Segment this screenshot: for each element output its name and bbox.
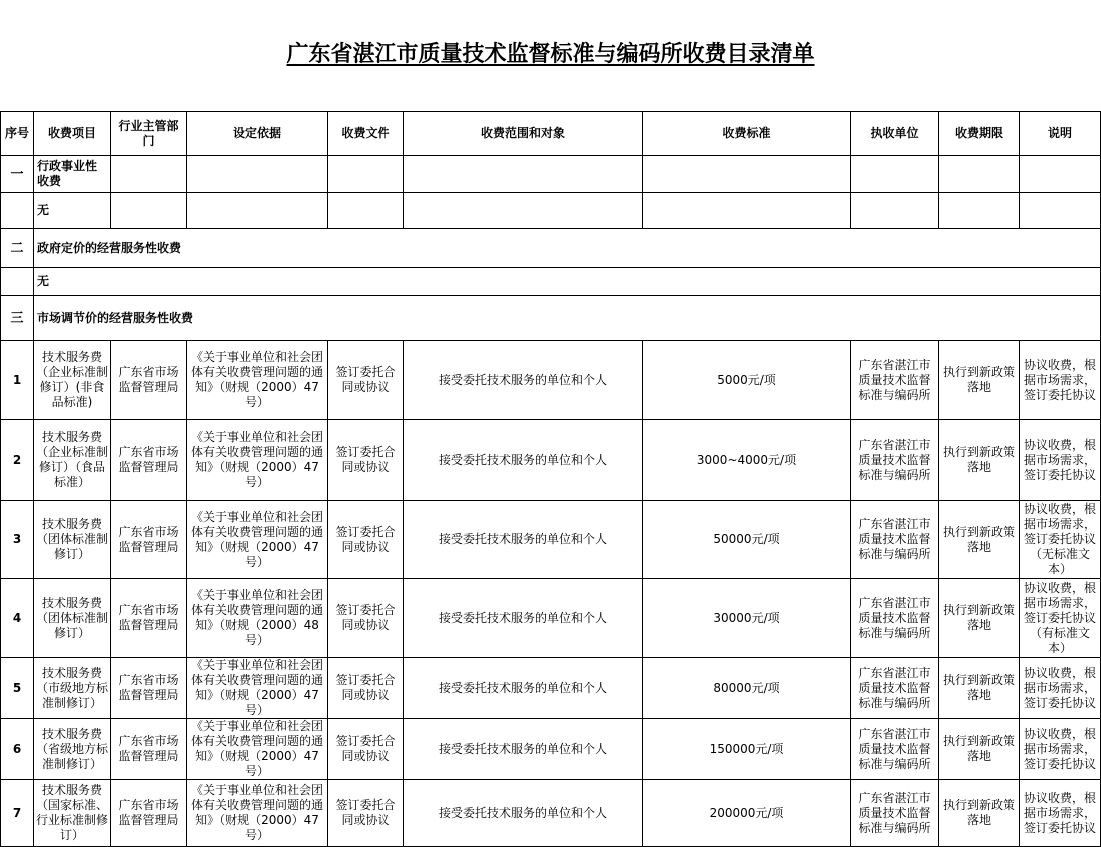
fee-item: 技术服务费（团体标准制修订） <box>34 579 111 658</box>
scope: 接受委托技术服务的单位和个人 <box>404 501 643 579</box>
fee-document: 签订委托合同或协议 <box>328 658 404 719</box>
scope: 接受委托技术服务的单位和个人 <box>404 719 643 780</box>
note: 协议收费，根据市场需求，签订委托协议 <box>1020 719 1101 780</box>
fee-item: 技术服务费（国家标准、行业标准制修订） <box>34 780 111 847</box>
fee-standard: 3000~4000元/项 <box>643 420 851 501</box>
section-number: 二 <box>1 229 34 268</box>
basis: 《关于事业单位和社会团体有关收费管理问题的通知》（财规（2000）47号） <box>187 719 328 780</box>
basis: 《关于事业单位和社会团体有关收费管理问题的通知》（财规（2000）47号） <box>187 501 328 579</box>
header-scope: 收费范围和对象 <box>404 112 643 156</box>
fee-term: 执行到新政策落地 <box>939 658 1020 719</box>
scope: 接受委托技术服务的单位和个人 <box>404 579 643 658</box>
section-row <box>1 156 1101 193</box>
row-number: 4 <box>1 579 34 658</box>
fee-item: 技术服务费（企业标准制修订）(非食品标准) <box>34 341 111 420</box>
fee-item: 技术服务费（省级地方标准制修订） <box>34 719 111 780</box>
collecting-unit: 广东省湛江市质量技术监督标准与编码所 <box>851 420 939 501</box>
section-empty-row <box>1 268 1101 296</box>
header-dept: 行业主管部门 <box>111 112 187 156</box>
fee-standard: 150000元/项 <box>643 719 851 780</box>
basis: 《关于事业单位和社会团体有关收费管理问题的通知》（财规（2000）48号） <box>187 579 328 658</box>
department: 广东省市场监督管理局 <box>111 780 187 847</box>
empty-cell <box>111 156 187 193</box>
collecting-unit: 广东省湛江市质量技术监督标准与编码所 <box>851 341 939 420</box>
empty-cell <box>1 193 34 229</box>
header-term: 收费期限 <box>939 112 1020 156</box>
basis: 《关于事业单位和社会团体有关收费管理问题的通知》（财规（2000）47号） <box>187 780 328 847</box>
document-title: 广东省湛江市质量技术监督标准与编码所收费目录清单 <box>286 41 815 67</box>
empty-cell <box>1020 156 1101 193</box>
section-row <box>1 296 1101 341</box>
header-note: 说明 <box>1020 112 1101 156</box>
header-item: 收费项目 <box>34 112 111 156</box>
basis: 《关于事业单位和社会团体有关收费管理问题的通知》（财规（2000）47号） <box>187 420 328 501</box>
collecting-unit: 广东省湛江市质量技术监督标准与编码所 <box>851 658 939 719</box>
department: 广东省市场监督管理局 <box>111 501 187 579</box>
row-number: 7 <box>1 780 34 847</box>
scope: 接受委托技术服务的单位和个人 <box>404 341 643 420</box>
fee-document: 签订委托合同或协议 <box>328 780 404 847</box>
section-title: 政府定价的经营服务性收费 <box>34 229 1101 268</box>
fee-document: 签订委托合同或协议 <box>328 579 404 658</box>
fee-term: 执行到新政策落地 <box>939 501 1020 579</box>
empty-cell <box>328 156 404 193</box>
fee-standard: 30000元/项 <box>643 579 851 658</box>
fee-item: 技术服务费（企业标准制修订）（食品标准） <box>34 420 111 501</box>
header-unit: 执收单位 <box>851 112 939 156</box>
row-number: 6 <box>1 719 34 780</box>
empty-cell <box>111 193 187 229</box>
department: 广东省市场监督管理局 <box>111 719 187 780</box>
row-number: 1 <box>1 341 34 420</box>
section-empty-text: 无 <box>34 268 1101 296</box>
fee-standard: 5000元/项 <box>643 341 851 420</box>
fee-term: 执行到新政策落地 <box>939 719 1020 780</box>
fee-document: 签订委托合同或协议 <box>328 420 404 501</box>
fee-term: 执行到新政策落地 <box>939 420 1020 501</box>
fee-table <box>0 111 1101 847</box>
fee-term: 执行到新政策落地 <box>939 579 1020 658</box>
empty-cell <box>404 156 643 193</box>
fee-standard: 200000元/项 <box>643 780 851 847</box>
empty-cell <box>404 193 643 229</box>
empty-cell <box>187 193 328 229</box>
table-row <box>1 579 1101 658</box>
section-title: 市场调节价的经营服务性收费 <box>34 296 1101 341</box>
scope: 接受委托技术服务的单位和个人 <box>404 658 643 719</box>
basis: 《关于事业单位和社会团体有关收费管理问题的通知》（财规（2000）47号） <box>187 658 328 719</box>
table-row <box>1 719 1101 780</box>
empty-cell <box>328 193 404 229</box>
note: 协议收费，根据市场需求，签订委托协议 <box>1020 658 1101 719</box>
section-number: 三 <box>1 296 34 341</box>
table-row <box>1 501 1101 579</box>
note: 协议收费，根据市场需求，签订委托协议 <box>1020 341 1101 420</box>
collecting-unit: 广东省湛江市质量技术监督标准与编码所 <box>851 579 939 658</box>
collecting-unit: 广东省湛江市质量技术监督标准与编码所 <box>851 719 939 780</box>
header-fee: 收费标准 <box>643 112 851 156</box>
row-number: 3 <box>1 501 34 579</box>
note: 协议收费，根据市场需求，签订委托协议（有标准文本） <box>1020 579 1101 658</box>
note: 协议收费，根据市场需求，签订委托协议（无标准文本） <box>1020 501 1101 579</box>
row-number: 2 <box>1 420 34 501</box>
department: 广东省市场监督管理局 <box>111 420 187 501</box>
fee-document: 签订委托合同或协议 <box>328 341 404 420</box>
fee-document: 签订委托合同或协议 <box>328 501 404 579</box>
empty-cell <box>939 193 1020 229</box>
empty-cell <box>187 156 328 193</box>
fee-item: 技术服务费（团体标准制修订） <box>34 501 111 579</box>
empty-cell <box>643 156 851 193</box>
fee-term: 执行到新政策落地 <box>939 341 1020 420</box>
section-row <box>1 229 1101 268</box>
empty-cell <box>939 156 1020 193</box>
fee-standard: 80000元/项 <box>643 658 851 719</box>
header-row <box>1 112 1101 156</box>
header-doc: 收费文件 <box>328 112 404 156</box>
empty-cell <box>1020 193 1101 229</box>
table-row <box>1 420 1101 501</box>
department: 广东省市场监督管理局 <box>111 658 187 719</box>
empty-cell <box>851 156 939 193</box>
row-number: 5 <box>1 658 34 719</box>
section-empty-text: 无 <box>34 193 111 229</box>
department: 广东省市场监督管理局 <box>111 579 187 658</box>
fee-document: 签订委托合同或协议 <box>328 719 404 780</box>
header-seq: 序号 <box>1 112 34 156</box>
table-row <box>1 780 1101 847</box>
section-empty-row <box>1 193 1101 229</box>
section-title: 行政事业性收费 <box>34 156 111 193</box>
collecting-unit: 广东省湛江市质量技术监督标准与编码所 <box>851 780 939 847</box>
note: 协议收费，根据市场需求，签订委托协议 <box>1020 420 1101 501</box>
note: 协议收费，根据市场需求，签订委托协议 <box>1020 780 1101 847</box>
fee-standard: 50000元/项 <box>643 501 851 579</box>
fee-item: 技术服务费（市级地方标准制修订） <box>34 658 111 719</box>
fee-term: 执行到新政策落地 <box>939 780 1020 847</box>
empty-cell <box>643 193 851 229</box>
section-number: 一 <box>1 156 34 193</box>
basis: 《关于事业单位和社会团体有关收费管理问题的通知》（财规（2000）47号） <box>187 341 328 420</box>
scope: 接受委托技术服务的单位和个人 <box>404 420 643 501</box>
table-row <box>1 658 1101 719</box>
empty-cell <box>1 268 34 296</box>
scope: 接受委托技术服务的单位和个人 <box>404 780 643 847</box>
header-basis: 设定依据 <box>187 112 328 156</box>
collecting-unit: 广东省湛江市质量技术监督标准与编码所 <box>851 501 939 579</box>
department: 广东省市场监督管理局 <box>111 341 187 420</box>
table-row <box>1 341 1101 420</box>
empty-cell <box>851 193 939 229</box>
